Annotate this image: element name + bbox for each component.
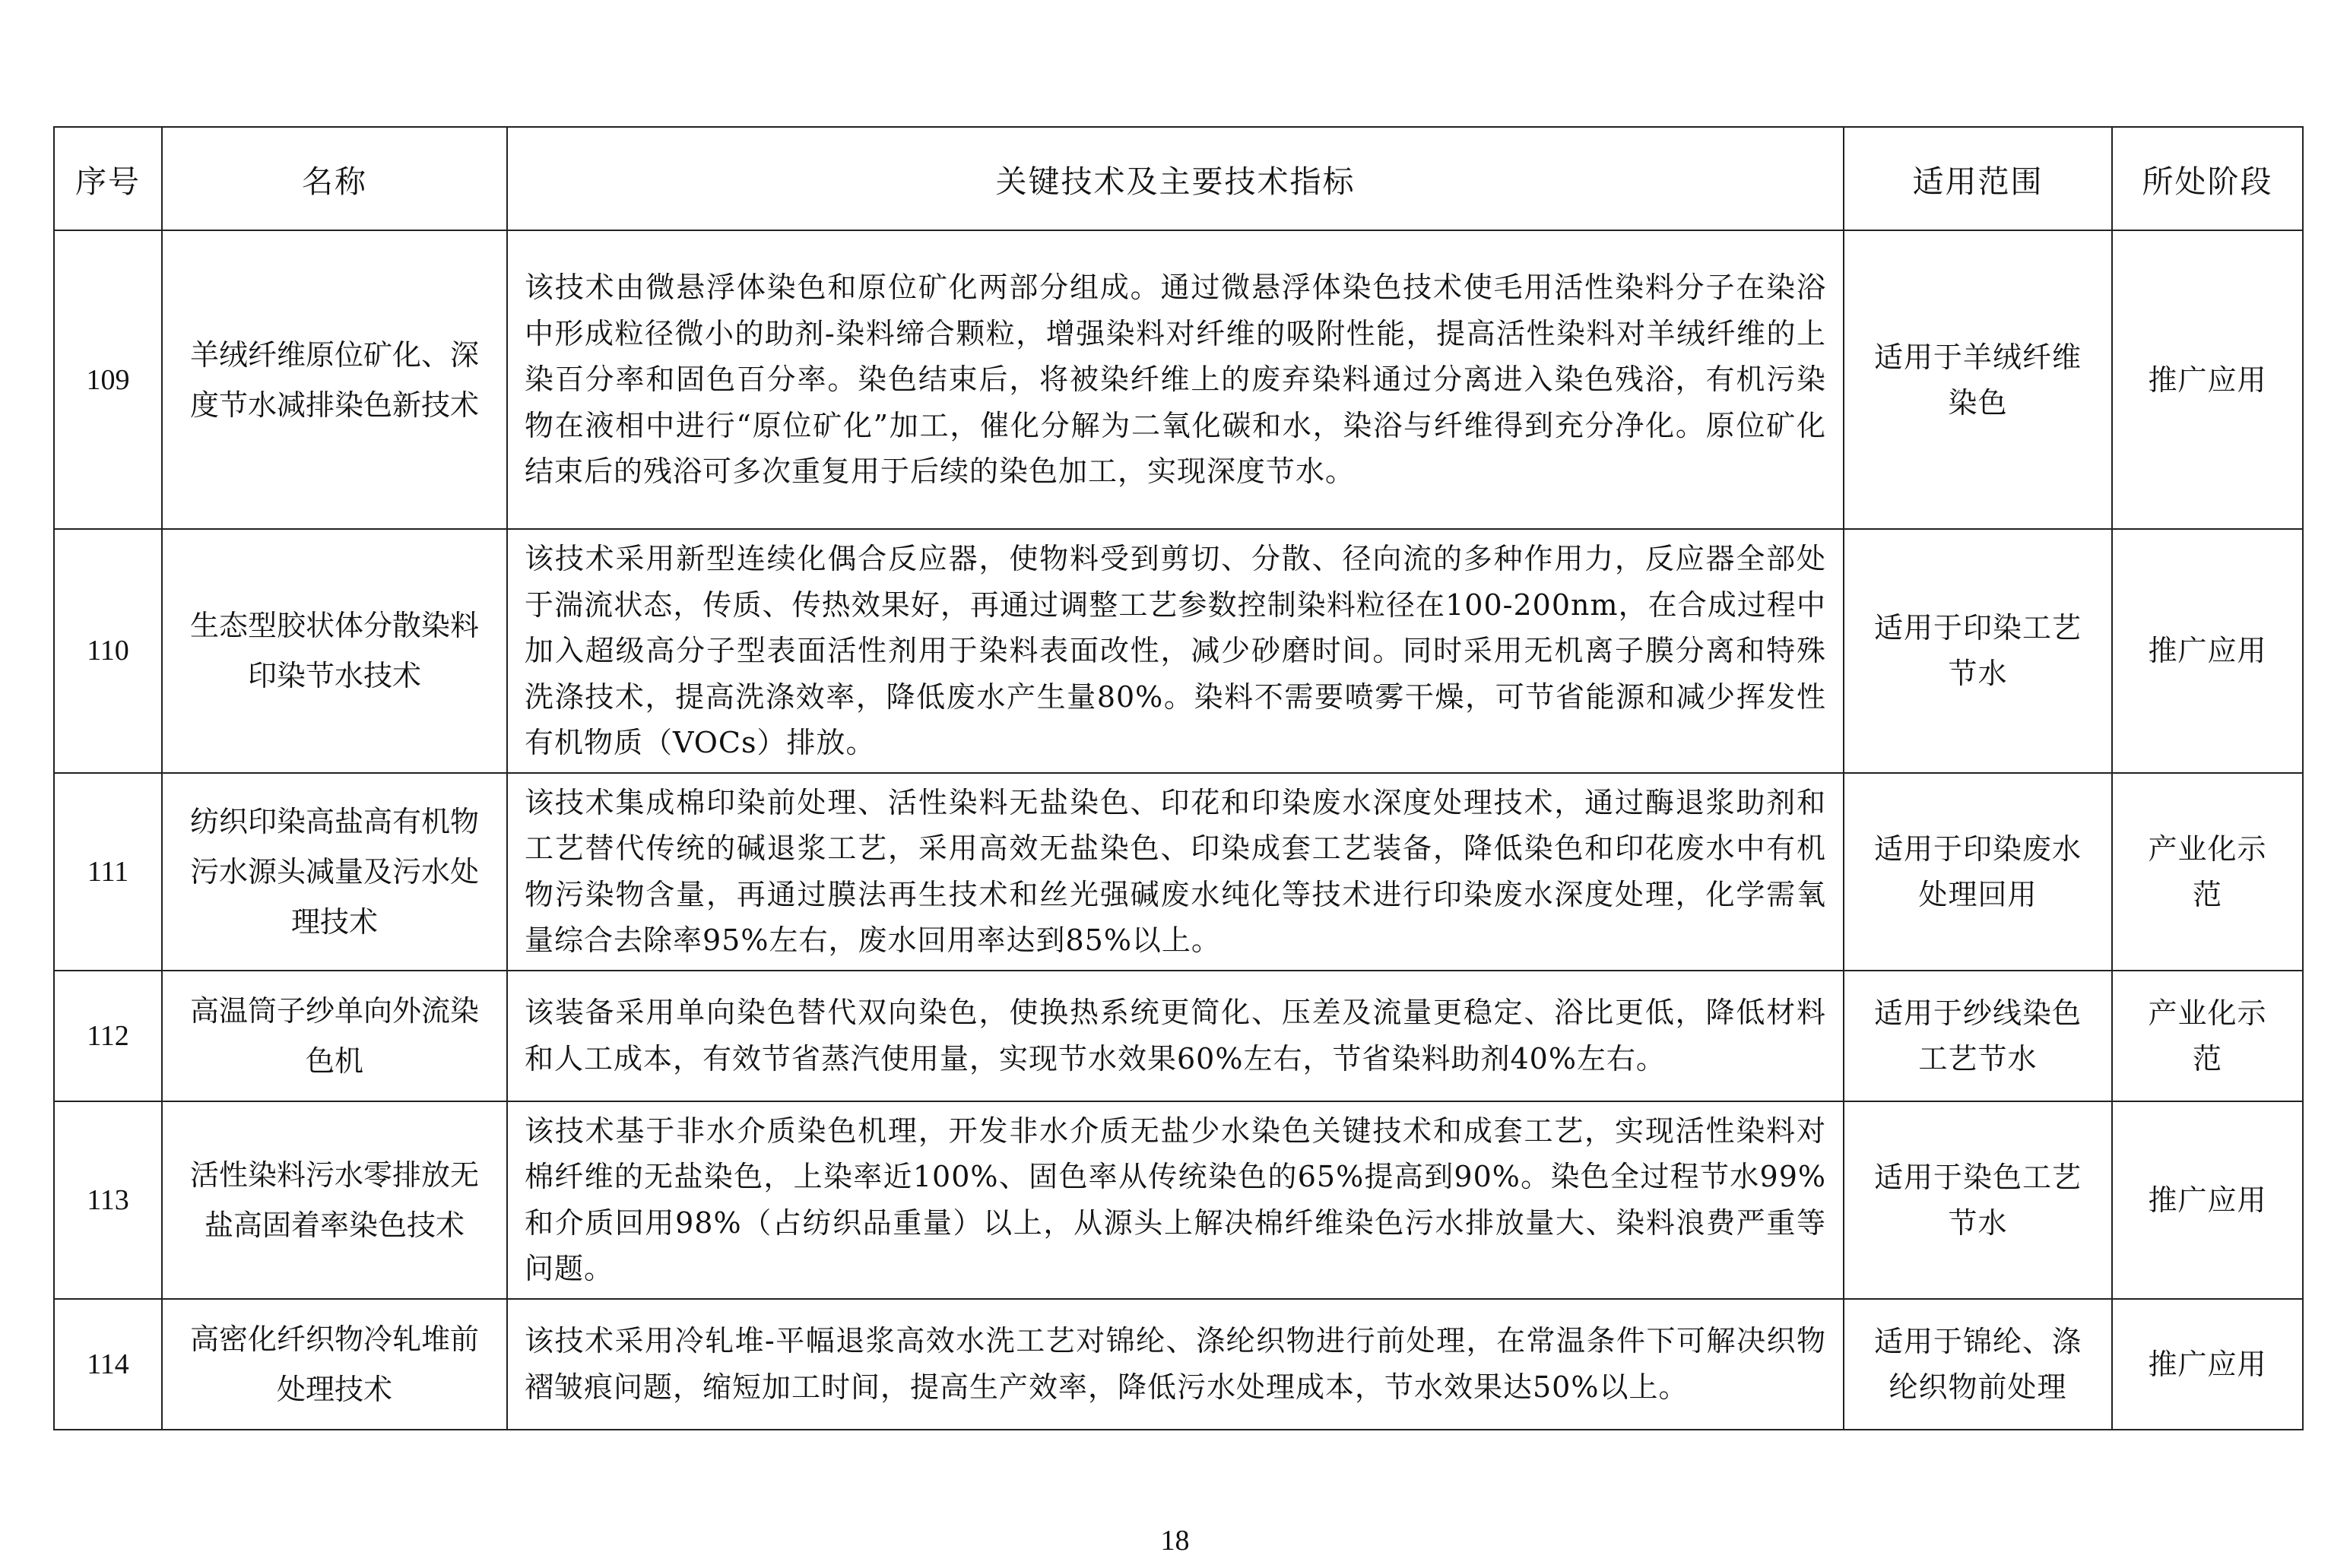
row-scope: 适用于纱线染色工艺节水 <box>1844 971 2112 1101</box>
row-name: 高密化纤织物冷轧堆前处理技术 <box>162 1299 507 1430</box>
row-number: 111 <box>54 773 162 971</box>
row-stage: 推广应用 <box>2112 529 2303 773</box>
row-description: 该装备采用单向染色替代双向染色，使换热系统更简化、压差及流量更稳定、浴比更低，降低材料和人工成本，有效节省蒸汽使用量，实现节水效果60%左右，节省染料助剂40%左右。 <box>507 971 1844 1101</box>
row-description: 该技术采用冷轧堆-平幅退浆高效水洗工艺对锦纶、涤纶织物进行前处理，在常温条件下可解决织物褶皱痕问题，缩短加工时间，提高生产效率，降低污水处理成本，节水效果达50%以上。 <box>507 1299 1844 1430</box>
row-scope: 适用于锦纶、涤纶织物前处理 <box>1844 1299 2112 1430</box>
row-number: 110 <box>54 529 162 773</box>
table-row <box>54 1101 2303 1299</box>
row-name: 高温筒子纱单向外流染色机 <box>162 971 507 1101</box>
row-description: 该技术集成棉印染前处理、活性染料无盐染色、印花和印染废水深度处理技术，通过酶退浆助剂和工艺替代传统的碱退浆工艺，采用高效无盐染色、印染成套工艺装备，降低染色和印花废水中有机物污染物含量，再通过膜法再生技术和丝光强碱废水纯化等技术进行印染废水深度处理，化学需氧量综合去除率95%左右，废水回用率达到85%以上。 <box>507 773 1844 971</box>
row-scope: 适用于印染工艺节水 <box>1844 529 2112 773</box>
table-row <box>54 773 2303 971</box>
table-row <box>54 230 2303 529</box>
row-number: 114 <box>54 1299 162 1430</box>
header-key-technology: 关键技术及主要技术指标 <box>507 127 1844 230</box>
table-row <box>54 529 2303 773</box>
page-number: 18 <box>1160 1525 1190 1557</box>
row-name: 纺织印染高盐高有机物污水源头减量及污水处理技术 <box>162 773 507 971</box>
row-scope: 适用于染色工艺节水 <box>1844 1101 2112 1299</box>
row-description: 该技术采用新型连续化偶合反应器，使物料受到剪切、分散、径向流的多种作用力，反应器全部处于湍流状态，传质、传热效果好，再通过调整工艺参数控制染料粒径在100-200nm，在合成过程中加入超级高分子型表面活性剂用于染料表面改性，减少砂磨时间。同时采用无机离子膜分离和特殊洗涤技术，提高洗涤效率，降低废水产生量80%。染料不需要喷雾干燥，可节省能源和减少挥发性有机物质（VOCs）排放。 <box>507 529 1844 773</box>
row-name: 生态型胶状体分散染料印染节水技术 <box>162 529 507 773</box>
row-number: 113 <box>54 1101 162 1299</box>
row-stage: 产业化示范 <box>2112 773 2303 971</box>
header-serial-number: 序号 <box>54 127 162 230</box>
row-name: 羊绒纤维原位矿化、深度节水减排染色新技术 <box>162 230 507 529</box>
row-number: 109 <box>54 230 162 529</box>
header-stage: 所处阶段 <box>2112 127 2303 230</box>
row-scope: 适用于印染废水处理回用 <box>1844 773 2112 971</box>
row-stage: 推广应用 <box>2112 1299 2303 1430</box>
row-name: 活性染料污水零排放无盐高固着率染色技术 <box>162 1101 507 1299</box>
row-scope: 适用于羊绒纤维染色 <box>1844 230 2112 529</box>
row-stage: 推广应用 <box>2112 1101 2303 1299</box>
header-scope: 适用范围 <box>1844 127 2112 230</box>
header-name: 名称 <box>162 127 507 230</box>
table-header-row <box>54 127 2303 230</box>
table-row <box>54 1299 2303 1430</box>
row-description: 该技术由微悬浮体染色和原位矿化两部分组成。通过微悬浮体染色技术使毛用活性染料分子在染浴中形成粒径微小的助剂-染料缔合颗粒，增强染料对纤维的吸附性能，提高活性染料对羊绒纤维的上染百分率和固色百分率。染色结束后，将被染纤维上的废弃染料通过分离进入染色残浴，有机污染物在液相中进行“原位矿化”加工，催化分解为二氧化碳和水，染浴与纤维得到充分净化。原位矿化结束后的残浴可多次重复用于后续的染色加工，实现深度节水。 <box>507 230 1844 529</box>
row-number: 112 <box>54 971 162 1101</box>
technology-table <box>53 126 2304 1430</box>
table-row <box>54 971 2303 1101</box>
row-stage: 产业化示范 <box>2112 971 2303 1101</box>
row-description: 该技术基于非水介质染色机理，开发非水介质无盐少水染色关键技术和成套工艺，实现活性染料对棉纤维的无盐染色，上染率近100%、固色率从传统染色的65%提高到90%。染色全过程节水99%和介质回用98%（占纺织品重量）以上，从源头上解决棉纤维染色污水排放量大、染料浪费严重等问题。 <box>507 1101 1844 1299</box>
row-stage: 推广应用 <box>2112 230 2303 529</box>
